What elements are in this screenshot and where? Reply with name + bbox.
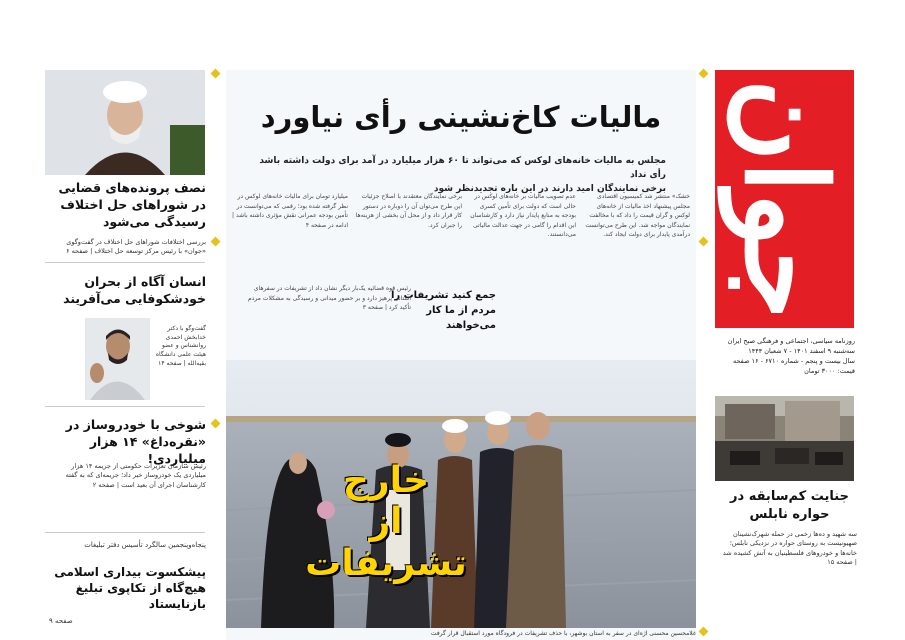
interviewee-photo (85, 318, 150, 400)
masthead-logo[interactable]: جوان (715, 70, 854, 328)
photo-overlay-title (286, 460, 486, 584)
story4-page: صفحه ۹ (49, 617, 73, 625)
divider (45, 406, 205, 407)
divider (45, 262, 205, 263)
story2-title[interactable]: انسان آگاه از بحران خودشکوفایی می‌آفریند (63, 274, 206, 306)
divider-diamond (211, 419, 221, 429)
issue-info (720, 336, 855, 376)
left-column (45, 70, 208, 640)
story4-kicker: پنجاه‌وپنجمین سالگرد تأسیس دفتر تبلیغات (84, 541, 206, 549)
center-column (226, 70, 696, 640)
issue-line-3: سال بیست و پنجم - شماره ۶۷۱۰ - ۱۶ صفحه (732, 357, 855, 366)
right-column (715, 70, 861, 640)
deck-line-2: برخی نمایندگان امید دارند در این باره تجدیدنظر شود (433, 183, 666, 194)
article-col-3: برخی نمایندگان معتقدند با اصلاح جزئیات این طرح می‌توان آن را دوباره در دستور کار قرار داد و از محل آن بخشی از هزینه‌ها را جبران کرد. (355, 193, 462, 229)
article-col-4: میلیارد تومان برای مالیات خانه‌های لوکس در نظر گرفته شده بود؛ رقمی که می‌توانست در تأمین بودجه عمرانی نقش مؤثری داشته باشد | ادامه در صفحه ۴ (232, 193, 348, 229)
divider (45, 532, 205, 533)
photo-caption: غلامحسین محسنی اژه‌ای در سفر به استان بوشهر، با حذف تشریفات در فرودگاه مورد استقبال قرار گرفت (430, 630, 696, 637)
overlay-line-1: خارج (342, 460, 430, 501)
issue-line-1: روزنامه سیاسی، اجتماعی و فرهنگی صبح ایران (727, 337, 855, 345)
issue-line-2: سه‌شنبه ۹ اسفند ۱۴۰۱ - ۷ شعبان ۱۴۴۴ (748, 347, 855, 356)
article-col-2: عدم تصویب مالیات بر خانه‌های لوکس در حالی است که دولت برای تأمین کسری بودجه به منابع پایدار نیاز دارد و کارشناسان این اقدام را گامی در جهت عدالت مالیاتی می‌دانستند. (470, 193, 576, 239)
divider-diamond (211, 69, 221, 79)
story2-body: گفت‌وگو با دکتر خدابخش احمدی روانشناس و عضو هیئت علمی دانشگاه بقیه‌الله | صفحه ۱۴ (155, 325, 206, 367)
deck-line-1: مجلس به مالیات خانه‌های لوکس که می‌تواند تا ۶۰ هزار میلیارد در آمد برای دولت داشته باشد رأی نداد (259, 156, 666, 180)
main-headline[interactable]: مالیات کاخ‌نشینی رأی نیاورد (260, 100, 662, 134)
issue-line-4: قیمت: ۳۰۰۰ تومان (804, 367, 855, 376)
story1-body: بررسی اختلافات شوراهای حل اختلاف در گفت‌وگوی «جوان» با رئیس مرکز توسعه حل اختلاف | صفحه ۶ (66, 238, 206, 256)
right-story-body: سه شهید و ده‌ها زخمی در حمله شهرک‌نشینان صهیونیست به روستای حواره در نزدیکی نابلس؛ خانه‌ها و خودروهای فلسطینیان به آتش کشیده شد | صفحه ۱۵ (722, 530, 857, 567)
cleric-portrait (45, 70, 205, 175)
overlay-line-2: از تشریفات (305, 501, 467, 584)
story3-body: رئیس سازمان تعزیرات حکومتی از جریمه ۱۴ هزار میلیاردی یک خودروساز خبر داد؛ جریمه‌ای که به گفته کارشناسان اجرای آن بعید است | صفحه ۲ (65, 462, 206, 489)
divider-diamond (699, 237, 709, 247)
nablus-photo (715, 396, 854, 481)
story4-title[interactable]: پیشکسوت بیداری اسلامی هیچ‌گاه از تکاپوی تبلیغ بازنایستاد (54, 565, 206, 612)
divider-diamond (699, 627, 709, 637)
story1-title[interactable]: نصف پرونده‌های قضایی در شوراهای حل اختلاف رسیدگی می‌شود (58, 180, 206, 229)
pull-quote: جمع کنید تشریفات را مردم از ما کار می‌خواهند (390, 290, 496, 331)
right-story-title[interactable]: جنایت کم‌سابقه در حواره نابلس (730, 489, 849, 522)
divider-diamond (211, 237, 221, 247)
main-deck (256, 155, 666, 197)
article-col-1: خشک» منتشر شد کمیسیون اقتصادی مجلس پیشنهاد اخذ مالیات از خانه‌های لوکس و گران قیمت را داد که با مخالفت نمایندگان مواجه شد. این طرح می‌توانست درآمدی پایدار برای دولت ایجاد کند. (585, 193, 690, 239)
photo-story-text: رئیس قوه قضائیه یک‌بار دیگر نشان داد از تشریفات در سفرهای استانی پرهیز دارد و بر حضور میدانی و رسیدگی به مشکلات مردم تأکید کرد | صفحه ۳ (247, 285, 411, 312)
story3-title[interactable]: شوخی با خودروساز در «نقره‌داغ» ۱۴ هزار میلیاردی! (65, 417, 206, 466)
divider-diamond (699, 69, 709, 79)
